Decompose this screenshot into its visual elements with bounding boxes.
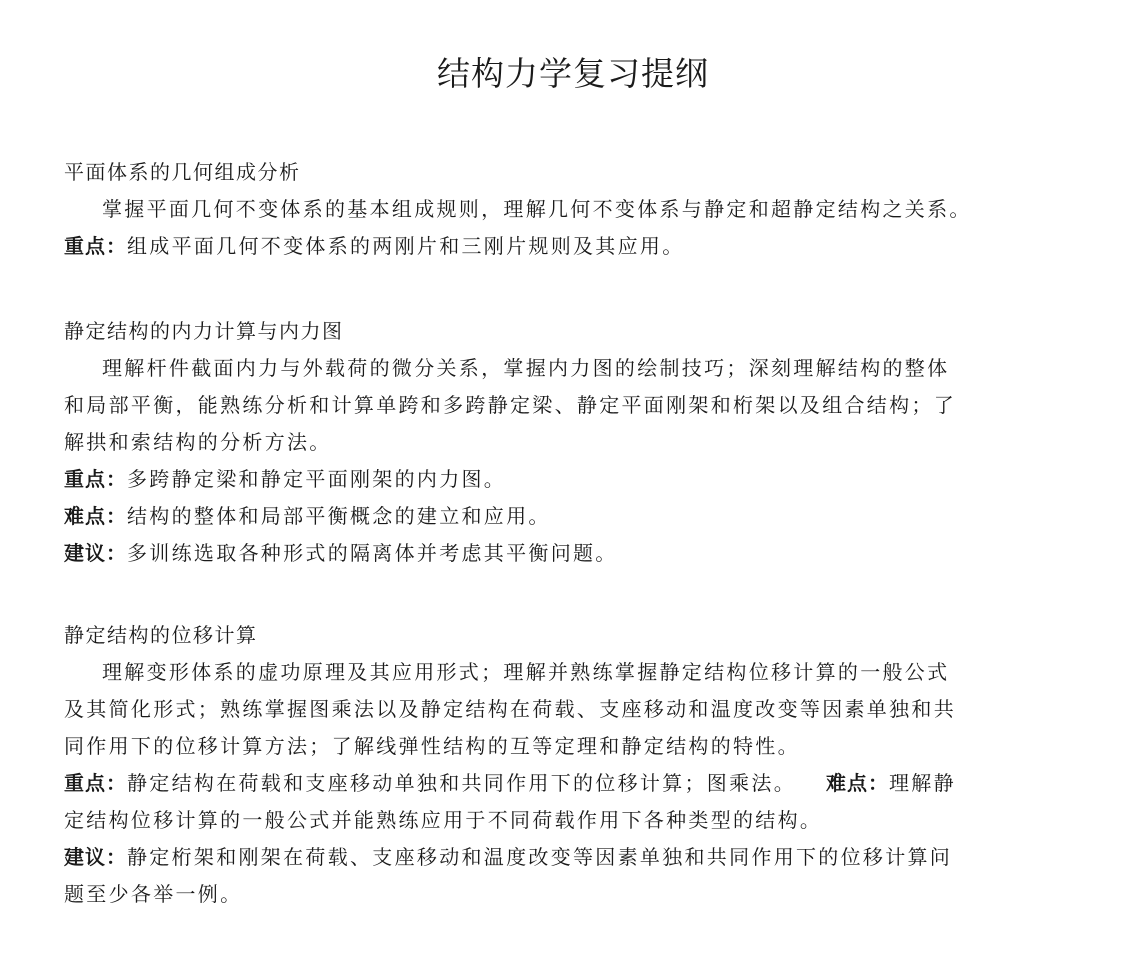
key-point-line [64,228,1039,265]
section-geometric-analysis [64,154,1039,265]
page-title: 结构力学复习提纲 [437,54,709,93]
section-heading: 静定结构的内力计算与内力图 [64,319,344,343]
key-point-label: 重点： [64,467,127,491]
key-point-line [64,461,1039,498]
difficulty-text: 结构的整体和局部平衡概念的建立和应用。 [127,504,551,528]
section-internal-forces [64,313,1039,572]
section-body-line: 理解变形体系的虚功原理及其应用形式；理解并熟练掌握静定结构位移计算的一般公式 [102,660,950,684]
advice-text: 多训练选取各种形式的隔离体并考虑其平衡问题。 [127,541,618,565]
section-body-line: 掌握平面几何不变体系的基本组成规则，理解几何不变体系与静定和超静定结构之关系。 [102,197,972,221]
advice-label: 建议： [64,845,127,869]
advice-text: 静定桁架和刚架在荷载、支座移动和温度改变等因素单独和共同作用下的位移计算问 [127,845,953,869]
section-body-line: 和局部平衡，能熟练分析和计算单跨和多跨静定梁、静定平面刚架和桁架以及组合结构；了 [64,393,956,417]
advice-line [64,535,1039,572]
section-displacement [64,617,1039,913]
difficulty-continuation-line: 定结构位移计算的一般公式并能熟练应用于不同荷载作用下各种类型的结构。 [64,808,823,832]
key-point-text: 多跨静定梁和静定平面刚架的内力图。 [127,467,507,491]
advice-line [64,839,1039,876]
difficulty-text: 理解静 [889,771,956,795]
key-point-label: 重点： [64,771,127,795]
section-body-line: 同作用下的位移计算方法；了解线弹性结构的互等定理和静定结构的特性。 [64,734,800,758]
key-point-text: 静定结构在荷载和支座移动单独和共同作用下的位移计算；图乘法。 [127,771,796,795]
difficulty-label: 难点： [64,504,127,528]
key-point-line [64,765,1039,802]
advice-continuation-line: 题至少各举一例。 [64,882,243,906]
section-body-line: 及其简化形式；熟练掌握图乘法以及静定结构在荷载、支座移动和温度改变等因素单独和共 [64,697,956,721]
difficulty-line [64,498,1039,535]
difficulty-label: 难点： [826,771,889,795]
section-heading: 平面体系的几何组成分析 [64,160,301,184]
section-body-line: 理解杆件截面内力与外载荷的微分关系，掌握内力图的绘制技巧；深刻理解结构的整体 [102,356,950,380]
advice-label: 建议： [64,541,127,565]
section-heading: 静定结构的位移计算 [64,623,258,647]
key-point-label: 重点： [64,234,127,258]
key-point-text: 组成平面几何不变体系的两刚片和三刚片规则及其应用。 [127,234,685,258]
section-body-line: 解拱和索结构的分析方法。 [64,430,332,454]
